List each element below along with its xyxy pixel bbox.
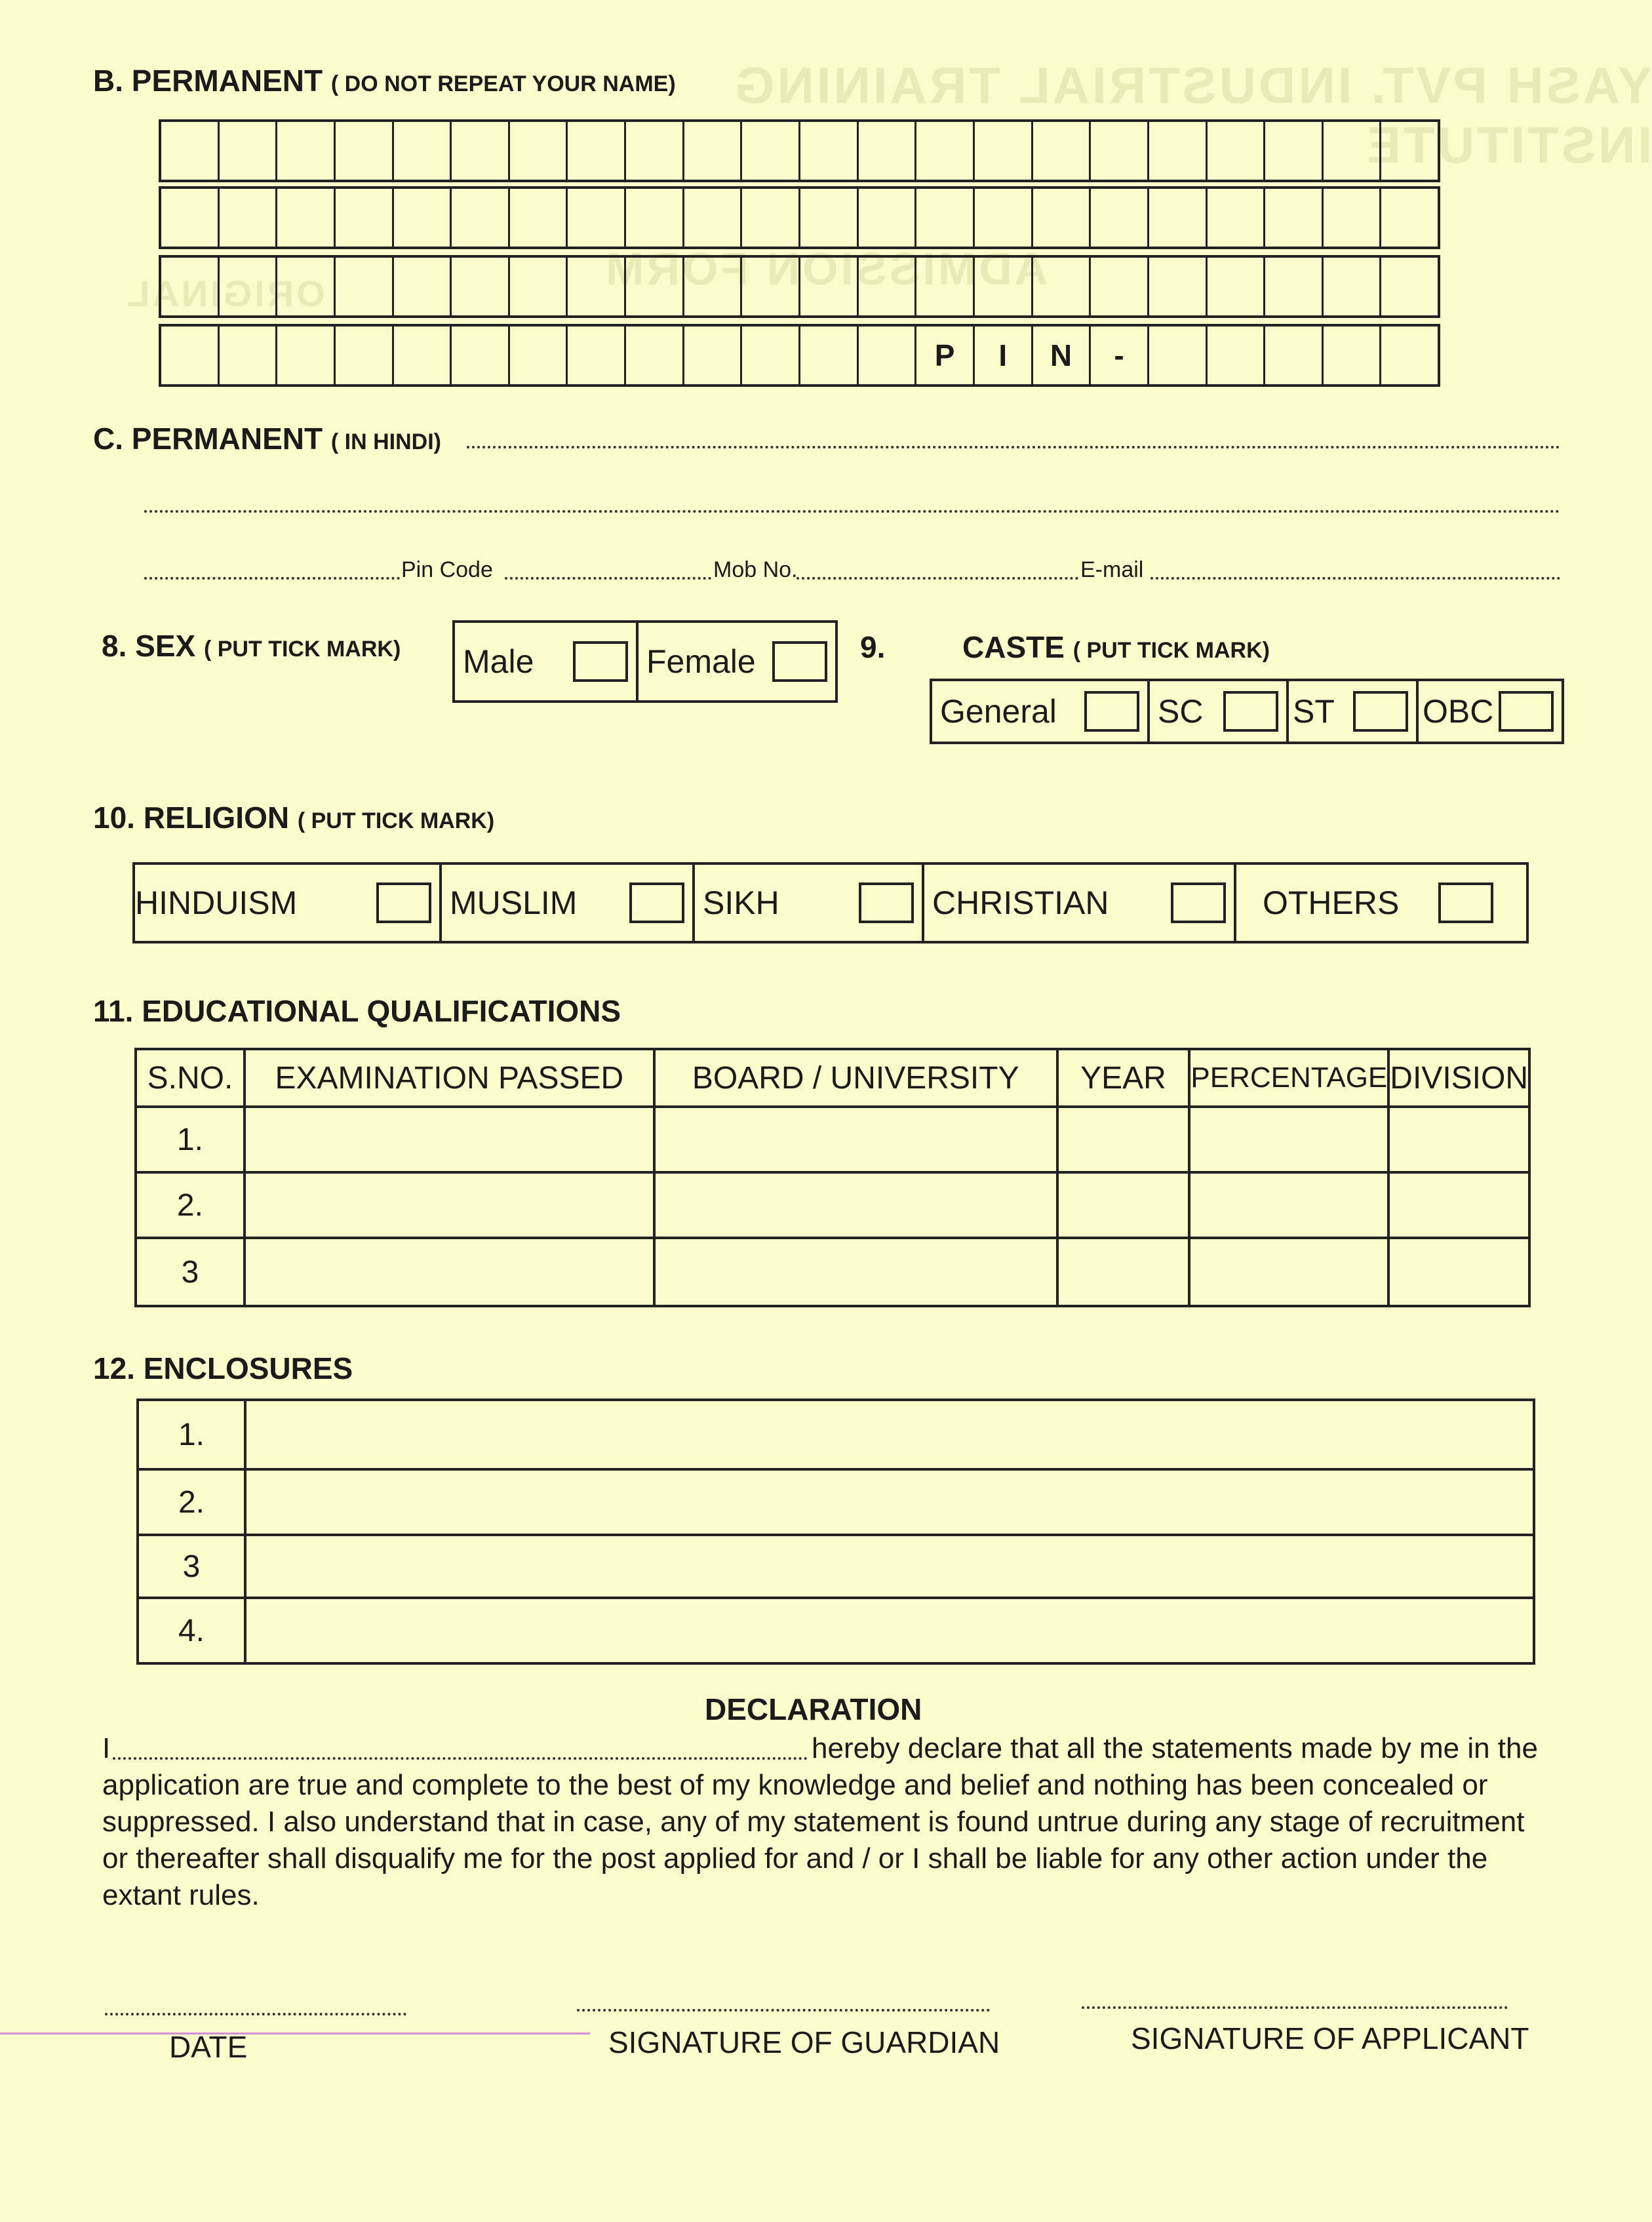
religion-option-hinduism[interactable] bbox=[135, 865, 442, 941]
education-label: 11. EDUCATIONAL QUALIFICATIONS bbox=[93, 994, 621, 1028]
tick-box[interactable] bbox=[1438, 883, 1493, 923]
caste-option-label: General bbox=[940, 693, 1057, 730]
caste-option-label: OBC bbox=[1423, 693, 1494, 730]
religion-option-sikh[interactable] bbox=[695, 865, 924, 941]
address-grid-row[interactable] bbox=[159, 186, 1440, 249]
mob-no-label: Mob No. bbox=[713, 557, 798, 582]
pin-grid-row[interactable] bbox=[159, 324, 1440, 387]
declaration-text: application are true and complete to the best of my knowledge and belief and nothing has been concealed or bbox=[102, 1769, 1488, 1801]
table-header-row bbox=[136, 1049, 1529, 1107]
table-cell[interactable] bbox=[1189, 1107, 1388, 1172]
declaration-text: or thereafter shall disqualify me for the post applied for and / or I shall be liable for any other action under the bbox=[102, 1842, 1488, 1875]
date-label: DATE bbox=[169, 2030, 248, 2064]
caste-number: 9. bbox=[860, 630, 886, 664]
caste-option-label: ST bbox=[1293, 693, 1335, 730]
row-number: 1. bbox=[138, 1400, 245, 1469]
table-cell[interactable] bbox=[1388, 1107, 1529, 1172]
declaration-title: DECLARATION bbox=[705, 1692, 922, 1726]
address-grid-row[interactable] bbox=[159, 119, 1440, 182]
hindi-address-line[interactable] bbox=[467, 446, 1560, 448]
religion-option-label: CHRISTIAN bbox=[932, 884, 1109, 921]
column-header: YEAR bbox=[1057, 1049, 1190, 1107]
tick-box[interactable] bbox=[772, 641, 827, 682]
pin-letter: I bbox=[975, 327, 1033, 384]
row-number: 3 bbox=[136, 1238, 245, 1306]
caste-options bbox=[930, 679, 1564, 744]
tick-box[interactable] bbox=[573, 641, 628, 682]
caste-option-st[interactable] bbox=[1289, 681, 1419, 742]
email-field[interactable] bbox=[1150, 577, 1560, 580]
religion-option-label: OTHERS bbox=[1263, 884, 1400, 921]
table-cell[interactable] bbox=[1057, 1238, 1190, 1306]
religion-options bbox=[132, 862, 1529, 943]
column-header: DIVISION bbox=[1388, 1049, 1529, 1107]
table-cell[interactable] bbox=[1189, 1172, 1388, 1238]
religion-option-label: MUSLIM bbox=[450, 884, 578, 921]
section-b-note: ( DO NOT REPEAT YOUR NAME) bbox=[330, 71, 676, 96]
pin-letter: P bbox=[916, 327, 975, 384]
hindi-address-line[interactable] bbox=[144, 510, 1560, 513]
table-cell[interactable] bbox=[1057, 1107, 1190, 1172]
religion-note: ( PUT TICK MARK) bbox=[297, 808, 495, 833]
caste-note: ( PUT TICK MARK) bbox=[1072, 638, 1270, 663]
pin-letter: - bbox=[1091, 327, 1149, 384]
row-number: 1. bbox=[136, 1107, 245, 1172]
mob-no-field[interactable] bbox=[796, 577, 1078, 580]
table-row bbox=[138, 1469, 1534, 1535]
tick-box[interactable] bbox=[376, 883, 431, 923]
table-cell[interactable] bbox=[1388, 1238, 1529, 1306]
guardian-signature-field[interactable] bbox=[577, 2009, 990, 2012]
sex-option-male[interactable] bbox=[455, 623, 639, 700]
enclosure-field[interactable] bbox=[245, 1400, 1534, 1469]
tick-box[interactable] bbox=[629, 883, 684, 923]
sex-label: 8. SEX ( PUT TICK MARK) bbox=[102, 629, 401, 663]
table-row bbox=[138, 1598, 1534, 1663]
sex-option-label: Female bbox=[646, 643, 756, 680]
bleed-through-form: ADMISSION FORM bbox=[603, 243, 1048, 294]
religion-option-label: HINDUISM bbox=[135, 884, 298, 921]
tick-box[interactable] bbox=[1084, 691, 1139, 732]
declarant-name-field[interactable] bbox=[113, 1757, 808, 1760]
enclosures-label: 12. ENCLOSURES bbox=[93, 1351, 353, 1385]
education-table bbox=[134, 1048, 1531, 1307]
pin-code-field[interactable] bbox=[505, 577, 711, 580]
applicant-signature-field[interactable] bbox=[1082, 2006, 1508, 2009]
pin-letter: N bbox=[1033, 327, 1092, 384]
declaration-text: hereby declare that all the statements made by me in the bbox=[812, 1732, 1538, 1764]
sex-option-female[interactable] bbox=[639, 623, 835, 700]
caste-label: CASTE ( PUT TICK MARK) bbox=[962, 630, 1270, 664]
table-cell[interactable] bbox=[654, 1172, 1057, 1238]
date-field[interactable] bbox=[105, 2013, 406, 2015]
row-number: 3 bbox=[138, 1535, 245, 1598]
table-row bbox=[136, 1107, 1529, 1172]
section-c-note: ( IN HINDI) bbox=[330, 429, 441, 454]
applicant-signature-label: SIGNATURE OF APPLICANT bbox=[1131, 2021, 1529, 2055]
bleed-through-institute: YASH PVT. INDUSTRIAL TRAINING INSTITUTE bbox=[732, 56, 1652, 174]
table-cell[interactable] bbox=[1189, 1238, 1388, 1306]
religion-option-christian[interactable] bbox=[924, 865, 1236, 941]
sex-note: ( PUT TICK MARK) bbox=[203, 637, 401, 662]
table-cell[interactable] bbox=[654, 1238, 1057, 1306]
caste-option-obc[interactable] bbox=[1419, 681, 1562, 742]
column-header: BOARD / UNIVERSITY bbox=[654, 1049, 1057, 1107]
email-label: E-mail bbox=[1080, 557, 1144, 582]
tick-box[interactable] bbox=[1499, 691, 1554, 732]
caste-option-label: SC bbox=[1158, 693, 1204, 730]
table-cell[interactable] bbox=[654, 1107, 1057, 1172]
pin-code-label: Pin Code bbox=[401, 557, 493, 582]
table-cell[interactable] bbox=[245, 1107, 654, 1172]
table-cell[interactable] bbox=[1057, 1172, 1190, 1238]
section-c-label: C. PERMANENT ( IN HINDI) bbox=[93, 422, 441, 456]
bleed-through-original: ORIGINAL bbox=[125, 273, 325, 314]
table-row bbox=[136, 1238, 1529, 1306]
table-cell[interactable] bbox=[245, 1172, 654, 1238]
table-row bbox=[138, 1535, 1534, 1598]
section-b-label: B. PERMANENT ( DO NOT REPEAT YOUR NAME) bbox=[93, 64, 676, 98]
tick-box[interactable] bbox=[1223, 691, 1278, 732]
guardian-signature-label: SIGNATURE OF GUARDIAN bbox=[608, 2025, 1000, 2059]
religion-option-others[interactable] bbox=[1236, 865, 1526, 941]
enclosures-table bbox=[136, 1399, 1535, 1665]
religion-label: 10. RELIGION ( PUT TICK MARK) bbox=[93, 801, 495, 835]
enclosure-field[interactable] bbox=[245, 1598, 1534, 1663]
caste-option-general[interactable] bbox=[932, 681, 1150, 742]
declaration-text: extant rules. bbox=[102, 1879, 260, 1911]
declaration-text: suppressed. I also understand that in case, any of my statement is found untrue during any stage of recruitment bbox=[102, 1806, 1525, 1838]
sex-options bbox=[452, 620, 838, 703]
hindi-address-line[interactable] bbox=[144, 577, 400, 580]
tick-box[interactable] bbox=[1353, 691, 1408, 732]
row-number: 4. bbox=[138, 1598, 245, 1663]
row-number: 2. bbox=[138, 1469, 245, 1535]
table-row bbox=[138, 1400, 1534, 1469]
column-header: PERCENTAGE bbox=[1189, 1049, 1388, 1107]
religion-option-label: SIKH bbox=[703, 884, 779, 921]
row-number: 2. bbox=[136, 1172, 245, 1238]
column-header: EXAMINATION PASSED bbox=[245, 1049, 654, 1107]
column-header: S.NO. bbox=[136, 1049, 245, 1107]
enclosure-field[interactable] bbox=[245, 1469, 1534, 1535]
table-cell[interactable] bbox=[245, 1238, 654, 1306]
sex-option-label: Male bbox=[463, 643, 534, 680]
table-cell[interactable] bbox=[1388, 1172, 1529, 1238]
religion-option-muslim[interactable] bbox=[442, 865, 695, 941]
enclosure-field[interactable] bbox=[245, 1535, 1534, 1598]
declaration-line-start: I bbox=[102, 1732, 111, 1764]
tick-box[interactable] bbox=[1171, 883, 1226, 923]
pink-rule bbox=[0, 2033, 590, 2034]
table-row bbox=[136, 1172, 1529, 1238]
address-grid-row[interactable] bbox=[159, 255, 1440, 318]
caste-option-sc[interactable] bbox=[1150, 681, 1289, 742]
tick-box[interactable] bbox=[859, 883, 914, 923]
